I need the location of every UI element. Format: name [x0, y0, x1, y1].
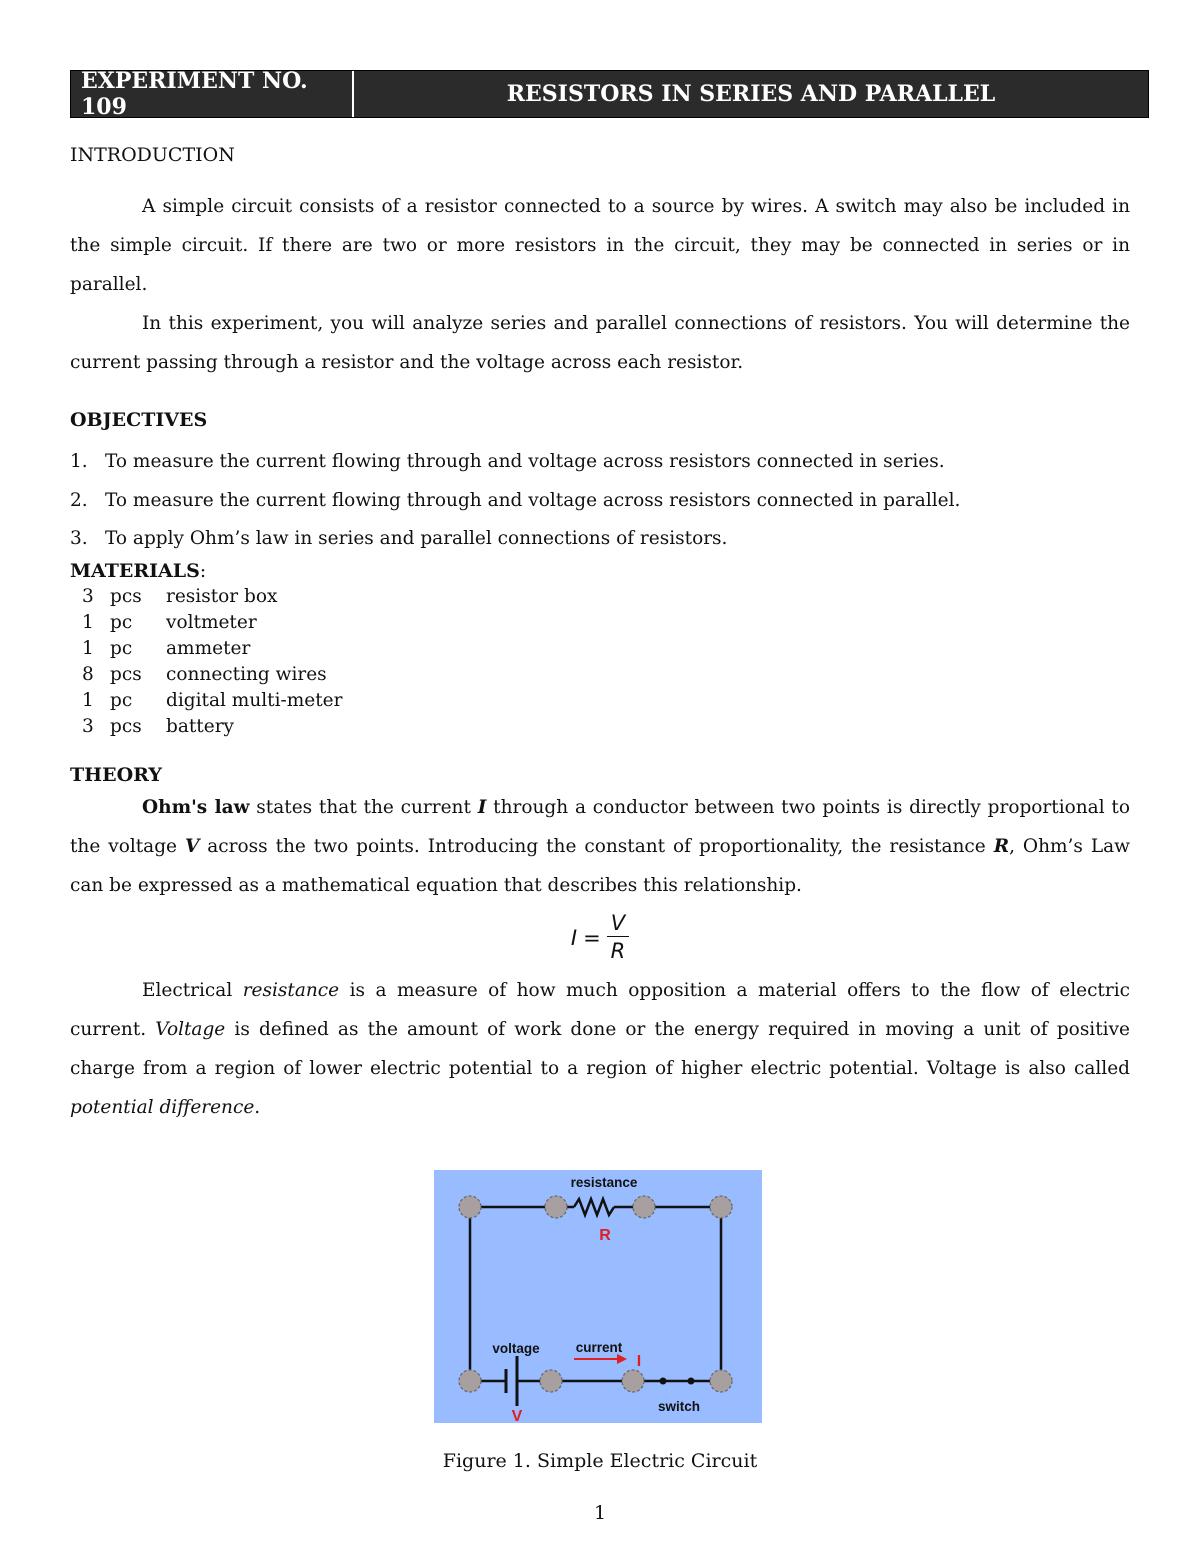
ohms-law-term: Ohm's law — [142, 796, 250, 818]
resistance-symbol: R — [993, 835, 1010, 857]
voltage-symbol: V — [184, 835, 200, 857]
circuit-node — [459, 1370, 481, 1392]
material-name: connecting wires — [166, 663, 327, 685]
material-unit: pc — [110, 611, 133, 633]
material-unit: pc — [110, 689, 133, 711]
objective-text: To apply Ohm’s law in series and parallel connections of resistors. — [105, 528, 728, 549]
experiment-header — [70, 70, 1149, 118]
material-qty: 3 — [82, 715, 94, 737]
simple-circuit-diagram — [434, 1170, 762, 1423]
material-unit: pc — [110, 637, 133, 659]
intro-paragraph-2: In this experiment, you will analyze series and parallel connections of resistors. You will determine the current passing through a resistor and the voltage across each resistor. — [70, 313, 1130, 373]
materials-heading-line — [70, 559, 1130, 584]
circuit-node — [545, 1196, 567, 1218]
resistance-label: resistance — [570, 1175, 638, 1190]
formula-equals: = — [583, 925, 601, 950]
formula-fraction — [607, 910, 629, 965]
circuit-node — [633, 1196, 655, 1218]
switch-label: switch — [657, 1399, 701, 1414]
current-symbol: I — [477, 796, 487, 818]
objective-number: 1. — [70, 451, 88, 472]
formula-numerator: V — [607, 910, 629, 937]
material-name: resistor box — [166, 585, 278, 607]
potential-difference-term: potential difference — [70, 1096, 255, 1118]
ohms-law-formula — [70, 905, 1130, 971]
resistance-symbol-label: R — [599, 1227, 611, 1244]
material-qty: 3 — [82, 585, 94, 607]
material-qty: 1 — [82, 637, 94, 659]
material-row — [78, 714, 342, 740]
objective-number: 3. — [70, 528, 88, 549]
material-unit: pcs — [110, 663, 142, 685]
objective-item — [70, 520, 1130, 559]
intro-paragraph-1: A simple circuit consists of a resistor connected to a source by wires. A switch may also be included in the simple circuit. If there are two or more resistors in the circuit, they may be connected in series or in parallel. — [70, 196, 1130, 295]
material-name: voltmeter — [166, 611, 257, 633]
material-row — [78, 636, 342, 662]
circuit-node — [540, 1370, 562, 1392]
formula-lhs: I — [570, 925, 578, 950]
experiment-title: RESISTORS IN SERIES AND PARALLEL — [506, 81, 996, 107]
materials-colon: : — [199, 560, 207, 582]
material-name: ammeter — [166, 637, 251, 659]
material-row — [78, 610, 342, 636]
material-qty: 1 — [82, 689, 94, 711]
voltage-label: voltage — [492, 1341, 540, 1356]
theory-text: is a measure of how much opposition a material offers to the flow of electric current. — [70, 979, 1130, 1040]
theory-paragraph-2 — [70, 971, 1130, 1127]
switch-contact — [660, 1378, 667, 1385]
current-symbol-label: I — [636, 1353, 642, 1370]
objective-item — [70, 443, 1130, 482]
circuit-node — [710, 1370, 732, 1392]
objectives-heading: OBJECTIVES — [70, 409, 208, 431]
material-row — [78, 584, 342, 610]
switch-contact — [688, 1378, 695, 1385]
objective-text: To measure the current flowing through and voltage across resistors connected in series. — [105, 451, 945, 472]
theory-text: is defined as the amount of work done or the energy required in moving a unit of positive charge from a region of lower electric potential to a region of higher electric potential. Voltage is also called — [70, 1018, 1130, 1079]
resistance-term: resistance — [242, 979, 340, 1001]
material-unit: pcs — [110, 715, 142, 737]
voltage-term: Voltage — [155, 1018, 226, 1040]
theory-text: states that the current — [249, 796, 478, 818]
introduction-heading: INTRODUCTION — [70, 144, 235, 166]
theory-text: , Ohm’s Law can be expressed as a mathematical equation that describes this relationship. — [70, 835, 1130, 896]
theory-heading: THEORY — [70, 763, 162, 786]
circuit-node — [459, 1196, 481, 1218]
materials-heading: MATERIALS — [70, 559, 200, 582]
objective-number: 2. — [70, 489, 88, 511]
theory-text: across the two points. Introducing the constant of proportionality, the resistance — [199, 835, 994, 857]
figure-caption: Figure 1. Simple Electric Circuit — [442, 1450, 758, 1472]
material-row — [78, 662, 342, 688]
material-qty: 1 — [82, 611, 94, 633]
page-number: 1 — [593, 1502, 607, 1524]
current-label: current — [575, 1340, 623, 1355]
objectives-list — [70, 443, 1130, 559]
material-name: battery — [166, 715, 234, 737]
objective-item — [70, 482, 1130, 521]
voltage-symbol-label: V — [511, 1408, 523, 1423]
materials-table — [78, 584, 342, 740]
circuit-node — [622, 1370, 644, 1392]
page-content — [70, 140, 1130, 1127]
material-unit: pcs — [110, 585, 142, 607]
material-qty: 8 — [82, 663, 94, 685]
material-row — [78, 688, 342, 714]
experiment-number: EXPERIMENT NO. 109 — [71, 71, 354, 117]
objective-text: To measure the current flowing through and voltage across resistors connected in parallel. — [105, 489, 961, 511]
circuit-node — [710, 1196, 732, 1218]
material-name: digital multi-meter — [166, 689, 343, 711]
theory-text: Electrical — [142, 979, 243, 1001]
theory-text: through a conductor between two points is directly proportional to the voltage — [70, 796, 1130, 857]
formula-denominator: R — [610, 939, 626, 963]
theory-paragraph-1 — [70, 788, 1130, 905]
theory-text: . — [254, 1096, 261, 1118]
